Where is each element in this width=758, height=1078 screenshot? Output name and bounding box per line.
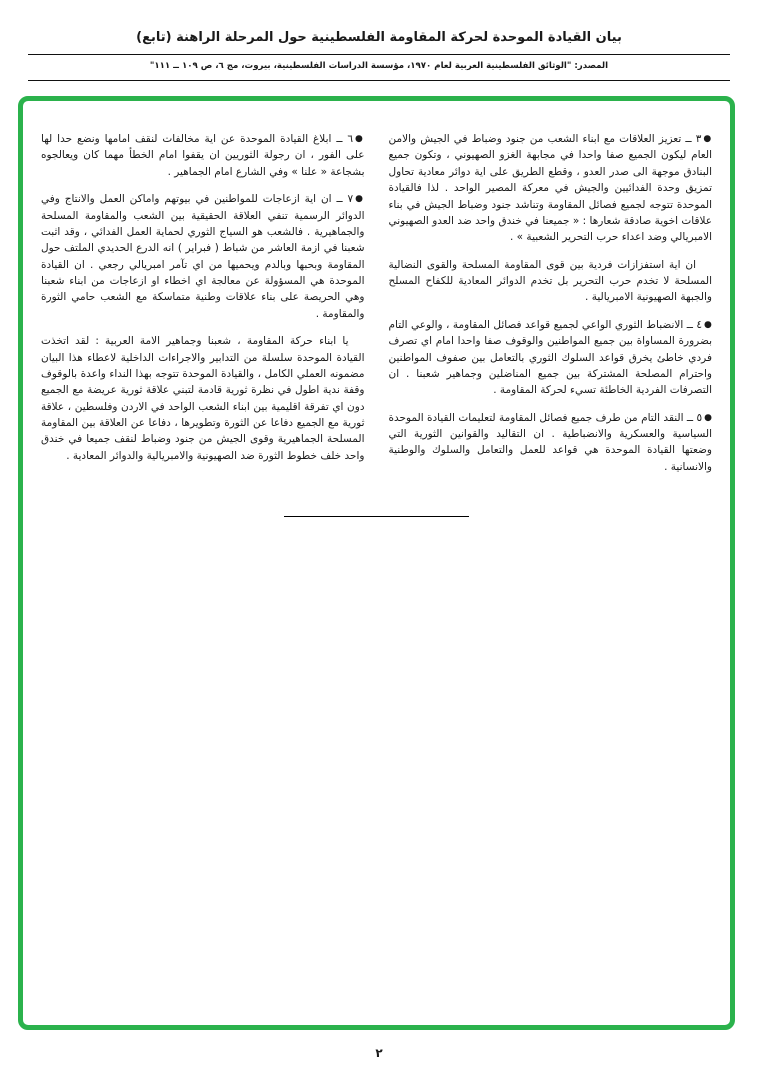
paragraph-text: ان اية استفزازات فردية بين قوى المقاومة المسلحة والقوى النضالية المسلحة لا تخدم حرب التحرير بل تخدم الدوائر المعادية للكفاح المسلح والجبهة الصهيونية الامبريالية . xyxy=(388,258,712,304)
paragraph xyxy=(41,131,365,180)
green-content-frame xyxy=(18,96,735,1030)
paragraph-text: ٥ ــ النقد التام من طرف جميع فصائل المقاومة لتعليمات القيادة الموحدة السياسية والعسكرية والانضباطية . ان التقاليد والقوانين الثورية التي وضعتها القيادة الموحدة هي قواعد للعمل والتعامل والسلوك والوطنية والانسانية . xyxy=(388,411,712,473)
paragraph xyxy=(41,333,365,464)
section-divider xyxy=(284,516,469,517)
paragraph-text: ٧ ــ ان اية ازعاجات للمواطنين في بيوتهم واماكن العمل والانتاج وفي الدوائر الرسمية تنفي العلاقة الحقيقية بين الشعب والمقاومة المسلحة والجماهيرية . فالشعب هو السياج الثوري لحماية العمل الفدائي ، وقد اثبت شعبنا في ازمة العاشر من شباط ( فبراير ) انه الدرع الحديدي الملتف حول المقاومة وبحبها وبالدم ويحميها من اي تآمر امبريالي رجعي . ان القيادة الموحدة هي المسؤولة عن معالجة اي اخطاء او ازعاجات من ابناء شعبنا وهي الحريصة على بناء علاقات وطنية متماسكة مع الشعب حامي الثورة والمقاومة . xyxy=(41,193,365,320)
header-rule-top xyxy=(28,54,730,55)
paragraph-text: يا ابناء حركة المقاومة ، شعبنا وجماهير الامة العربية : لقد اتخذت القيادة الموحدة سلسلة من التدابير والاجراءات الداخلية لاعطاء هذا البيان مضمونه العملي الكامل ، والقيادة الموحدة تتوجه بهذا النداء واعدة بالوقوف وقفة ندية اطول في نظرة ثورية قادمة لتبني علاقة ثورية عريضة مع الجميع دون اي تفرقة اقليمية بين ابناء الشعب الواحد في الاردن وفلسطين ، علاقة ثورية مع الجميع دفاعا عن الثورة وتطويرها ، دفاعا عن العلاقة بين المقاومة المسلحة الجماهيرية وقوى الجيش من جنود وضباط لنقف جميعا في خندق واحد خلف خطوط الثورة ضد الصهيونية والامبريالية والدوائر المعادية . xyxy=(41,335,365,462)
paragraph xyxy=(389,131,713,246)
two-column-body xyxy=(41,131,712,486)
paragraph-text: ٣ ــ تعزيز العلاقات مع ابناء الشعب من جنود وضباط في الجيش والامن العام ليكون الجميع صفا واحدا في مجابهة الغزو الصهيوني ، وتكون جميع البنادق موجهة الى صدر العدو ، وقطع الطريق على اية دوائر معادية تحاول تمزيق وحدة الفدائيين والجيش في معركة المصير الواحد . لذا فالقيادة الموحدة تتوجه لجميع فصائل المقاومة وتناشد جنود وضباط الجيش في بناء علاقات اخوية صادقة شعارها : « جميعنا في خندق واحد ضد العدو الصهيوني الامبريالي وضد اعداء حرب التحرير الشعبية » . xyxy=(388,133,712,244)
bullet-icon: ● xyxy=(355,134,365,144)
bullet-icon: ● xyxy=(355,194,365,205)
paragraph-text: ٦ ــ ابلاغ القيادة الموحدة عن اية مخالفات لنقف امامها ونضع حدا لها على الفور ، ان رجولة الثوريين ان يقفوا امام الخطأ مهما كان ويعالجوه بشجاعة « علنا » وفي الشارع امام الجماهير . xyxy=(41,133,365,178)
document-footer xyxy=(0,1042,758,1061)
source-line: المصدر: "الوثائق الفلسطينية العربية لعام ١٩٧٠، مؤسسة الدراسات الفلسطينية، بيروت، مج ٦، ص ١٠٩ ــ ١١١" xyxy=(149,61,609,71)
page-title: (تابع) بيان القيادة الموحدة لحركة المقاومة الفلسطينية حول المرحلة الراهنة xyxy=(136,30,622,45)
bullet-icon: ● xyxy=(704,412,713,423)
paragraph xyxy=(389,410,713,476)
document-header xyxy=(0,0,758,81)
column-left xyxy=(41,131,365,475)
column-right xyxy=(389,131,713,486)
paragraph xyxy=(389,317,713,399)
page-number: ٢ xyxy=(375,1046,383,1060)
paragraph-text: ٤ ــ الانضباط الثوري الواعي لجميع قواعد فصائل المقاومة ، والوعي التام بضرورة المساواة بين جميع المواطنين والوقوف صفا واحدا امام اي تصرف فردي خاطئ يخرق قواعد السلوك الثوري بالتعامل بين صفوف المواطنين واحترام المصلحة المشتركة بين جميع المناضلين وجماهير شعبنا . ان التصرفات الفردية الخاطئة تسيء لحركة المقاومة . xyxy=(388,318,712,397)
header-rule-bottom xyxy=(28,80,730,81)
paragraph xyxy=(389,257,713,306)
paragraph xyxy=(41,191,365,322)
bullet-icon: ● xyxy=(703,134,712,144)
bullet-icon: ● xyxy=(704,319,713,330)
